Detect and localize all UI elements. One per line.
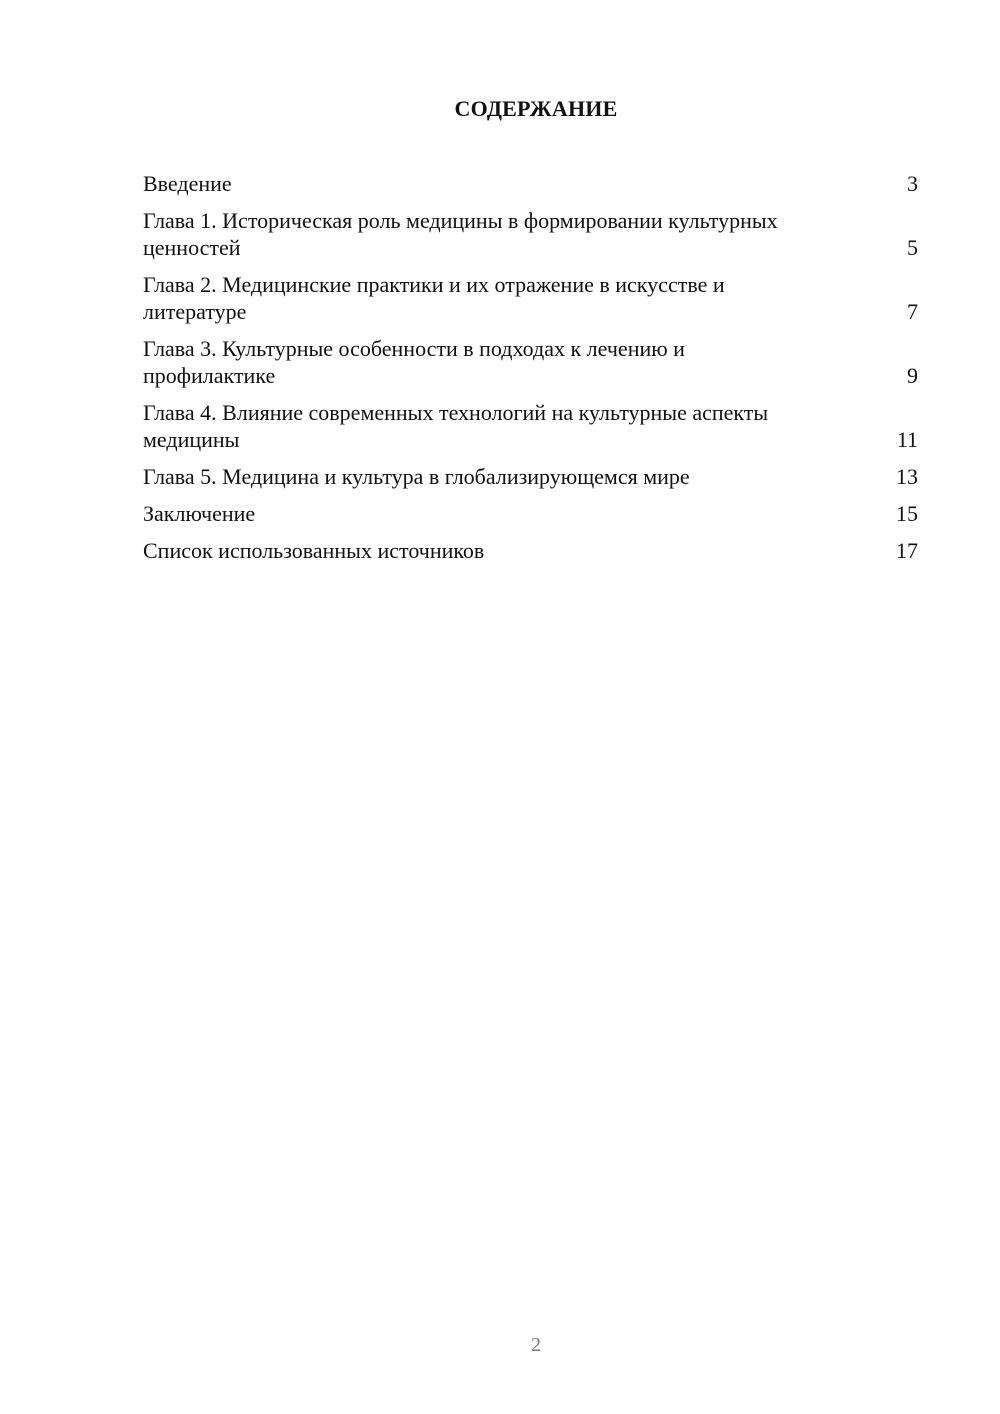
toc-entry — [143, 399, 918, 453]
toc-entry — [143, 463, 918, 490]
toc-entry-title: Глава 5. Медицина и культура в глобализирующемся мире — [143, 464, 690, 489]
toc-entry — [143, 335, 918, 389]
toc-entry-title: Глава 4. Влияние современных технологий на культурные аспекты медицины — [143, 400, 769, 452]
toc-entry — [143, 207, 918, 261]
toc-entry-title: Глава 3. Культурные особенности в подходах к лечению и профилактике — [143, 336, 685, 388]
toc-entry-page: 9 — [907, 363, 918, 388]
toc-entry-title: Заключение — [143, 501, 256, 526]
page-number: 2 — [531, 1334, 541, 1356]
toc-entry-page: 3 — [907, 171, 918, 196]
toc-entry — [143, 537, 918, 564]
toc-entry-page: 7 — [907, 299, 918, 324]
toc-entry-page: 17 — [896, 538, 918, 563]
toc-entry-page: 11 — [896, 427, 918, 452]
toc-entry-title: Глава 2. Медицинские практики и их отражение в искусстве и литературе — [143, 272, 725, 324]
toc-entry-page: 5 — [907, 235, 918, 260]
toc-entry-title: Введение — [143, 171, 232, 196]
toc-heading: СОДЕРЖАНИЕ — [454, 96, 618, 121]
toc-entry-page: 15 — [896, 501, 918, 526]
toc-entry — [143, 170, 918, 197]
table-of-contents — [143, 170, 918, 574]
toc-entry — [143, 500, 918, 527]
toc-entry-title: Глава 1. Историческая роль медицины в формировании культурных ценностей — [143, 208, 778, 260]
toc-entry — [143, 271, 918, 325]
toc-entry-title: Список использованных источников — [143, 538, 485, 563]
toc-entry-page: 13 — [896, 464, 918, 489]
